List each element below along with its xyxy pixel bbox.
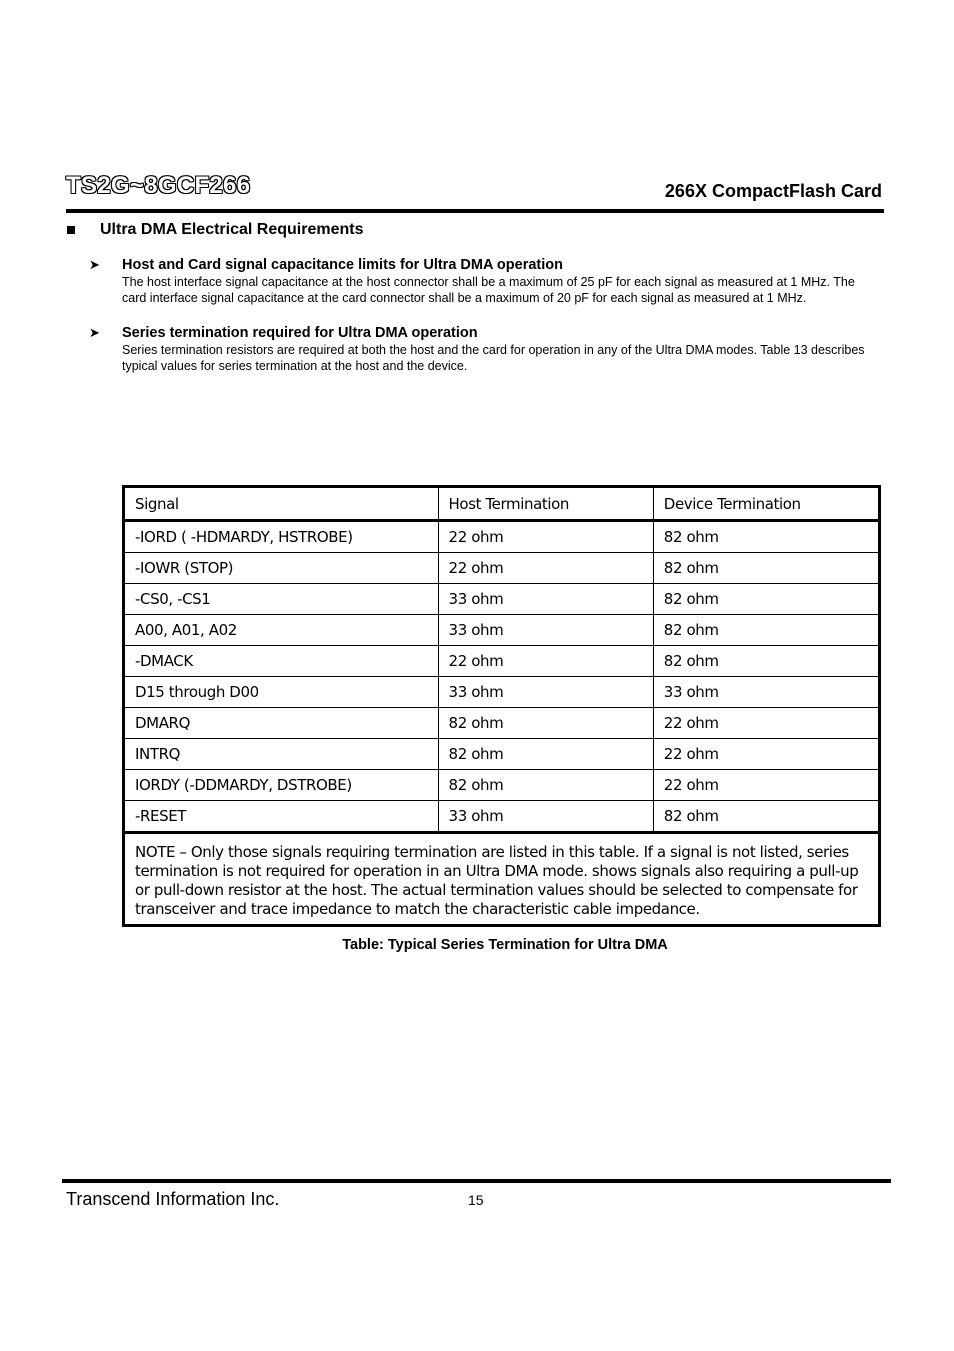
column-header: Device Termination [653, 487, 879, 521]
host-termination-cell: 22 ohm [438, 646, 653, 677]
device-termination-cell: 82 ohm [653, 801, 879, 833]
section-heading: Ultra DMA Electrical Requirements [100, 221, 364, 238]
footer-divider [62, 1179, 891, 1183]
doc-subtitle: 266X CompactFlash Card [664, 181, 882, 201]
host-termination-cell: 33 ohm [438, 801, 653, 833]
item-title: Host and Card signal capacitance limits for Ultra DMA operation [122, 257, 563, 273]
arrow-bullet-icon: ➤ [89, 325, 100, 340]
list-item [89, 257, 869, 306]
arrow-bullet-icon: ➤ [89, 257, 100, 272]
table-row [124, 553, 880, 584]
table-row [124, 646, 880, 677]
header-divider [66, 209, 884, 213]
device-termination-cell: 22 ohm [653, 708, 879, 739]
table-row [124, 521, 880, 553]
column-header: Host Termination [438, 487, 653, 521]
termination-table [122, 485, 881, 927]
host-termination-cell: 22 ohm [438, 521, 653, 553]
device-termination-cell: 33 ohm [653, 677, 879, 708]
host-termination-cell: 33 ohm [438, 615, 653, 646]
host-termination-cell: 33 ohm [438, 677, 653, 708]
table-row [124, 708, 880, 739]
item-body: The host interface signal capacitance at the host connector shall be a maximum of 25 pF for each signal as measured at 1 MHz. The card interface signal capacitance at the card connector shall be a maximum of 20 pF for each signal as measured at 1 MHz. [122, 275, 855, 305]
table-row [124, 801, 880, 833]
host-termination-cell: 82 ohm [438, 708, 653, 739]
device-termination-cell: 82 ohm [653, 646, 879, 677]
signal-cell: A00, A01, A02 [124, 615, 439, 646]
signal-cell: DMARQ [124, 708, 439, 739]
device-termination-cell: 22 ohm [653, 739, 879, 770]
column-header: Signal [124, 487, 439, 521]
device-termination-cell: 22 ohm [653, 770, 879, 801]
table-note-row [124, 833, 880, 926]
doc-title: TS2G~8GCF266 [66, 172, 251, 199]
list-item [89, 325, 869, 374]
signal-cell: D15 through D00 [124, 677, 439, 708]
page-number: 15 [468, 1192, 484, 1208]
host-termination-cell: 22 ohm [438, 553, 653, 584]
table-row [124, 770, 880, 801]
signal-cell: IORDY (-DDMARDY, DSTROBE) [124, 770, 439, 801]
signal-cell: -IOWR (STOP) [124, 553, 439, 584]
table-row [124, 739, 880, 770]
signal-cell: -CS0, -CS1 [124, 584, 439, 615]
device-termination-cell: 82 ohm [653, 553, 879, 584]
table-row [124, 584, 880, 615]
device-termination-cell: 82 ohm [653, 584, 879, 615]
host-termination-cell: 82 ohm [438, 770, 653, 801]
square-bullet-icon [67, 226, 75, 234]
host-termination-cell: 33 ohm [438, 584, 653, 615]
device-termination-cell: 82 ohm [653, 615, 879, 646]
signal-cell: -IORD ( -HDMARDY, HSTROBE) [124, 521, 439, 553]
table-note: NOTE – Only those signals requiring termination are listed in this table. If a signal is not listed, series termination is not required for operation in an Ultra DMA mode. shows signals also requiring a pull-up or pull-down resistor at the host. The actual termination values should be selected to compensate for transceiver and trace impedance to match the characteristic cable impedance. [124, 833, 880, 926]
device-termination-cell: 82 ohm [653, 521, 879, 553]
signal-cell: -DMACK [124, 646, 439, 677]
signal-cell: INTRQ [124, 739, 439, 770]
table-header-row [124, 487, 880, 521]
host-termination-cell: 82 ohm [438, 739, 653, 770]
table-row [124, 677, 880, 708]
table-row [124, 615, 880, 646]
table-caption: Table: Typical Series Termination for Ultra DMA [342, 937, 668, 953]
signal-cell: -RESET [124, 801, 439, 833]
item-body: Series termination resistors are required at both the host and the card for operation in any of the Ultra DMA modes. Table 13 describes typical values for series termination at the host and the device. [122, 343, 865, 373]
termination-table-wrapper [122, 485, 881, 927]
item-title: Series termination required for Ultra DMA operation [122, 325, 478, 341]
footer-company: Transcend Information Inc. [66, 1189, 280, 1209]
